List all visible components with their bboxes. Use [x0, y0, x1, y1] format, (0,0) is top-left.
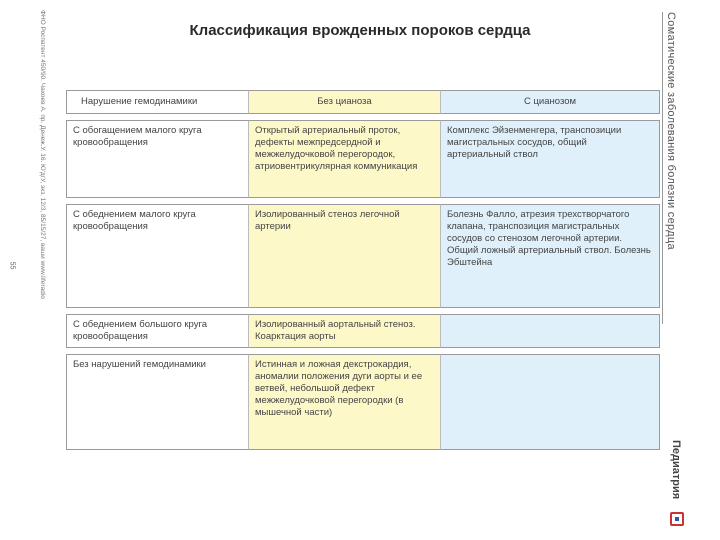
page-title: Классификация врожденных пороков сердца: [189, 22, 531, 39]
table-header-row: [66, 90, 660, 114]
classification-table: [66, 84, 660, 456]
cell-cyanosis: Болезнь Фалло, атрезия трехстворчатого клапана, транспозиция магистральных сосудов со стенозом легочной артерии. Общий ложный артериальный ствол. Болезнь Эбштейна: [440, 204, 660, 308]
cell-disturbance: Без нарушений гемодинамики: [66, 354, 248, 450]
side-divider: [662, 12, 663, 324]
cell-disturbance: С обогащением малого круга кровообращения: [66, 120, 248, 198]
table-row: [66, 354, 660, 450]
cell-no-cyanosis: Изолированный аортальный стеноз. Коарктация аорты: [248, 314, 440, 348]
header-disturbance: Нарушение гемодинамики: [66, 90, 248, 114]
side-caption-left: ФНО Роспатент 450/90. Чахоев А. пр. Денеж.У. 16. Ю'дгУ, экз. 12/3, 85/15/27, ваши www.liferadio: [39, 10, 46, 299]
brand-label: Педиатрия: [670, 440, 682, 500]
cell-no-cyanosis: Изолированный стеноз легочной артерии: [248, 204, 440, 308]
brand-logo-icon: [670, 512, 684, 526]
side-caption-right: Соматические заболевания болезни сердца: [665, 12, 677, 250]
cell-no-cyanosis: Открытый артериальный проток, дефекты межпредсердной и межжелудочковой перегородок, атриовентрикулярная коммуникация: [248, 120, 440, 198]
table-row: [66, 120, 660, 198]
table-row: [66, 314, 660, 348]
header-no-cyanosis: Без цианоза: [248, 90, 440, 114]
table-row: [66, 204, 660, 308]
cell-cyanosis: Комплекс Эйзенменгера, транспозиции магистральных сосудов, общий артериальный ствол: [440, 120, 660, 198]
cell-no-cyanosis: Истинная и ложная декстрокардия, аномалии положения дуги аорты и ее ветвей, небольшой дефект межжелудочковой перегородки (в мышечной части): [248, 354, 440, 450]
cell-cyanosis: [440, 314, 660, 348]
cell-disturbance: С обеднением большого круга кровообращения: [66, 314, 248, 348]
page-number: 55: [8, 261, 16, 270]
header-cyanosis: С цианозом: [440, 90, 660, 114]
cell-cyanosis: [440, 354, 660, 450]
cell-disturbance: С обеднением малого круга кровообращения: [66, 204, 248, 308]
